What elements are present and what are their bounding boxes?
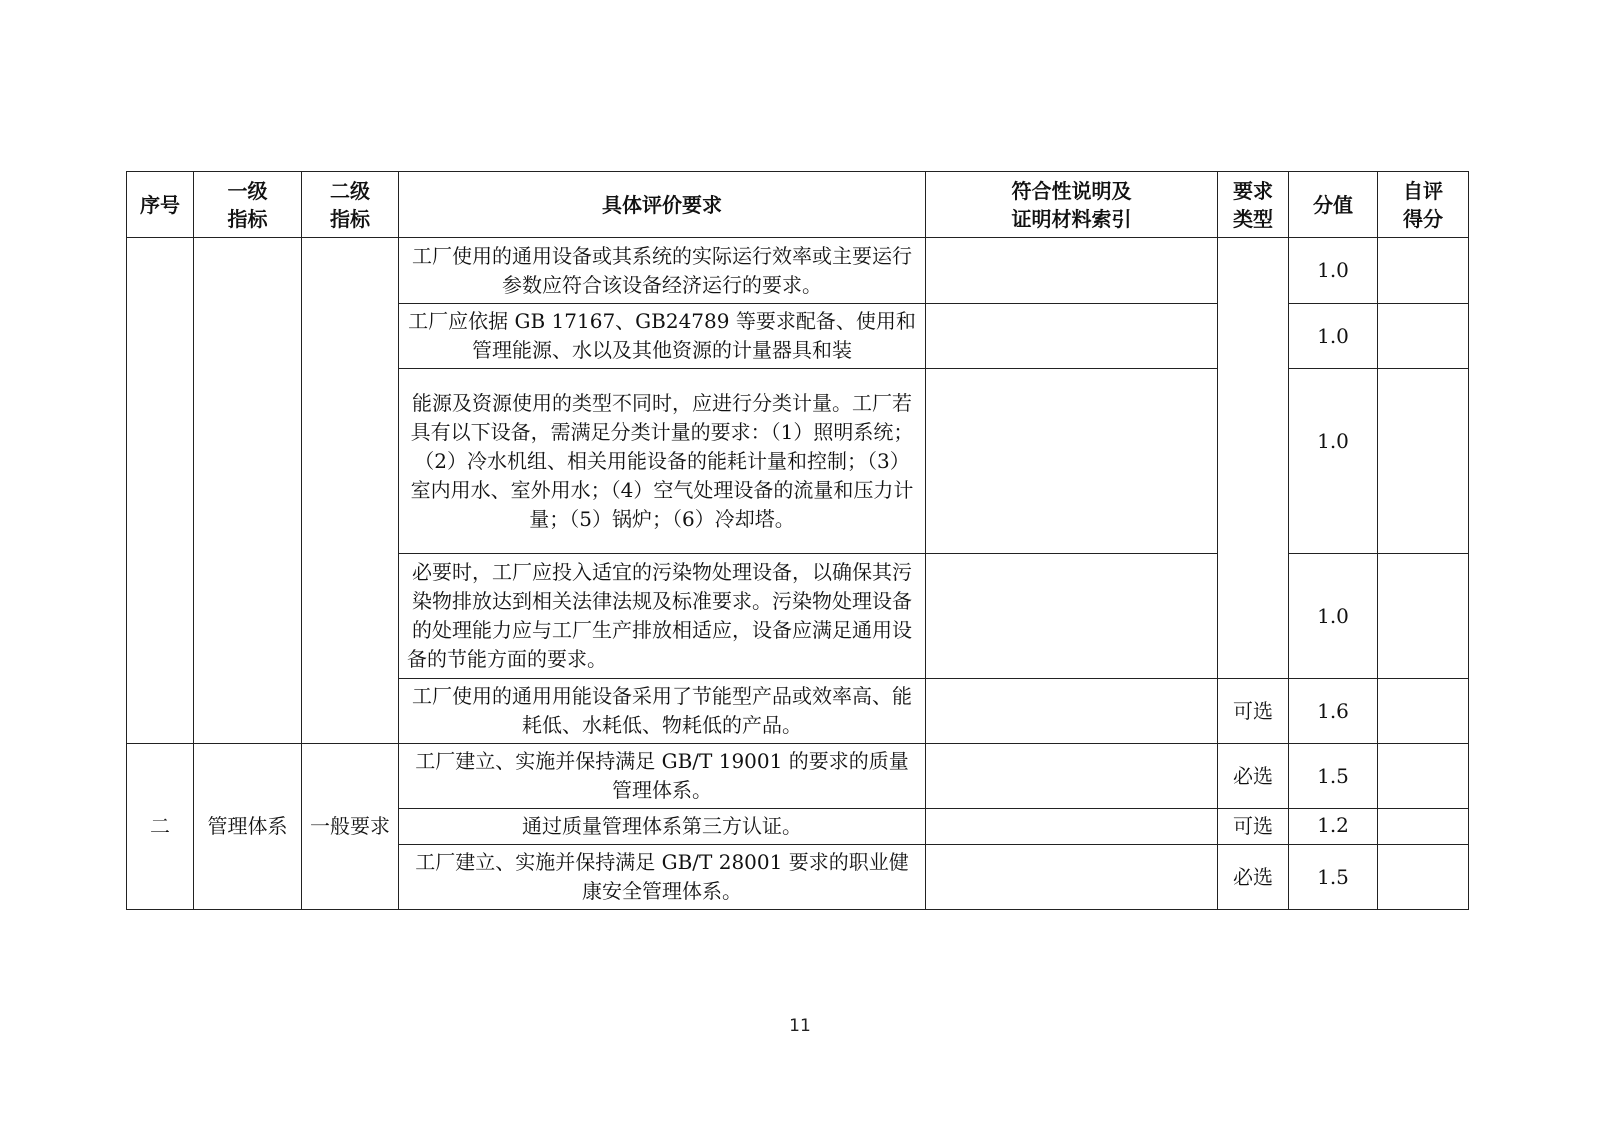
table-row: [127, 744, 1469, 809]
evidence-cell[interactable]: [926, 238, 1218, 304]
type-cell: 可选: [1218, 679, 1289, 744]
header-seq: 序号: [127, 172, 194, 238]
score-cell: 1.5: [1289, 744, 1378, 809]
requirement-cell: 工厂应依据 GB 17167、GB24789 等要求配备、使用和管理能源、水以及其他资源的计量器具和装: [399, 304, 926, 369]
header-score: 分值: [1289, 172, 1378, 238]
requirement-cell: 工厂建立、实施并保持满足 GB/T 28001 要求的职业健康安全管理体系。: [399, 845, 926, 910]
score-cell: 1.6: [1289, 679, 1378, 744]
table-row: [127, 238, 1469, 304]
score-cell: 1.0: [1289, 554, 1378, 679]
requirement-cell: 必要时，工厂应投入适宜的污染物处理设备，以确保其污染物排放达到相关法律法规及标准要求。污染物处理设备的处理能力应与工厂生产排放相适应，设备应满足通用设备的节能方面的要求。: [399, 554, 926, 679]
header-type: [1218, 172, 1289, 238]
evidence-cell[interactable]: [926, 554, 1218, 679]
self-score-cell[interactable]: [1378, 679, 1469, 744]
level1-cell: 管理体系: [194, 744, 302, 910]
score-cell: 1.0: [1289, 304, 1378, 369]
score-cell: 1.5: [1289, 845, 1378, 910]
self-score-cell[interactable]: [1378, 554, 1469, 679]
evidence-cell[interactable]: [926, 304, 1218, 369]
score-cell: 1.0: [1289, 369, 1378, 554]
header-type-line1: 要求: [1233, 178, 1273, 203]
requirement-cell: 工厂使用的通用设备或其系统的实际运行效率或主要运行参数应符合该设备经济运行的要求。: [399, 238, 926, 304]
score-cell: 1.0: [1289, 238, 1378, 304]
level2-cell-prev: [302, 238, 399, 744]
seq-cell: 二: [127, 744, 194, 910]
self-score-cell[interactable]: [1378, 809, 1469, 845]
header-level2-line1: 二级: [330, 178, 370, 203]
evidence-cell[interactable]: [926, 809, 1218, 845]
self-score-cell[interactable]: [1378, 304, 1469, 369]
requirement-cell: 工厂使用的通用用能设备采用了节能型产品或效率高、能耗低、水耗低、物耗低的产品。: [399, 679, 926, 744]
header-row: [127, 172, 1469, 238]
header-level1: [194, 172, 302, 238]
header-level1-line2: 指标: [227, 206, 268, 231]
header-requirement: 具体评价要求: [399, 172, 926, 238]
header-evidence: [926, 172, 1218, 238]
requirement-cell: 工厂建立、实施并保持满足 GB/T 19001 的要求的质量管理体系。: [399, 744, 926, 809]
level1-cell-prev: [194, 238, 302, 744]
self-score-cell[interactable]: [1378, 238, 1469, 304]
evaluation-table: [126, 171, 1469, 910]
type-cell: [1218, 238, 1289, 679]
seq-cell-prev: [127, 238, 194, 744]
type-cell: 可选: [1218, 809, 1289, 845]
requirement-cell: 通过质量管理体系第三方认证。: [399, 809, 926, 845]
evidence-cell[interactable]: [926, 744, 1218, 809]
score-cell: 1.2: [1289, 809, 1378, 845]
self-score-cell[interactable]: [1378, 369, 1469, 554]
self-score-cell[interactable]: [1378, 845, 1469, 910]
header-evidence-line2: 证明材料索引: [1011, 206, 1132, 231]
header-level2: [302, 172, 399, 238]
header-level1-line1: 一级: [227, 178, 268, 203]
header-type-line2: 类型: [1233, 206, 1273, 231]
requirement-cell: 能源及资源使用的类型不同时，应进行分类计量。工厂若具有以下设备，需满足分类计量的要求：（1）照明系统；（2）冷水机组、相关用能设备的能耗计量和控制；（3）室内用水、室外用水；（4）空气处理设备的流量和压力计量；（5）锅炉；（6）冷却塔。: [399, 369, 926, 554]
evidence-cell[interactable]: [926, 369, 1218, 554]
page-number: 11: [789, 1016, 811, 1036]
level2-cell: 一般要求: [302, 744, 399, 910]
header-level2-line2: 指标: [330, 206, 370, 231]
evidence-cell[interactable]: [926, 845, 1218, 910]
self-score-cell[interactable]: [1378, 744, 1469, 809]
header-evidence-line1: 符合性说明及: [1011, 178, 1132, 203]
header-self-score: [1378, 172, 1469, 238]
header-self-line2: 得分: [1403, 206, 1443, 231]
type-cell: 必选: [1218, 744, 1289, 809]
header-self-line1: 自评: [1403, 178, 1443, 203]
evidence-cell[interactable]: [926, 679, 1218, 744]
type-cell: 必选: [1218, 845, 1289, 910]
